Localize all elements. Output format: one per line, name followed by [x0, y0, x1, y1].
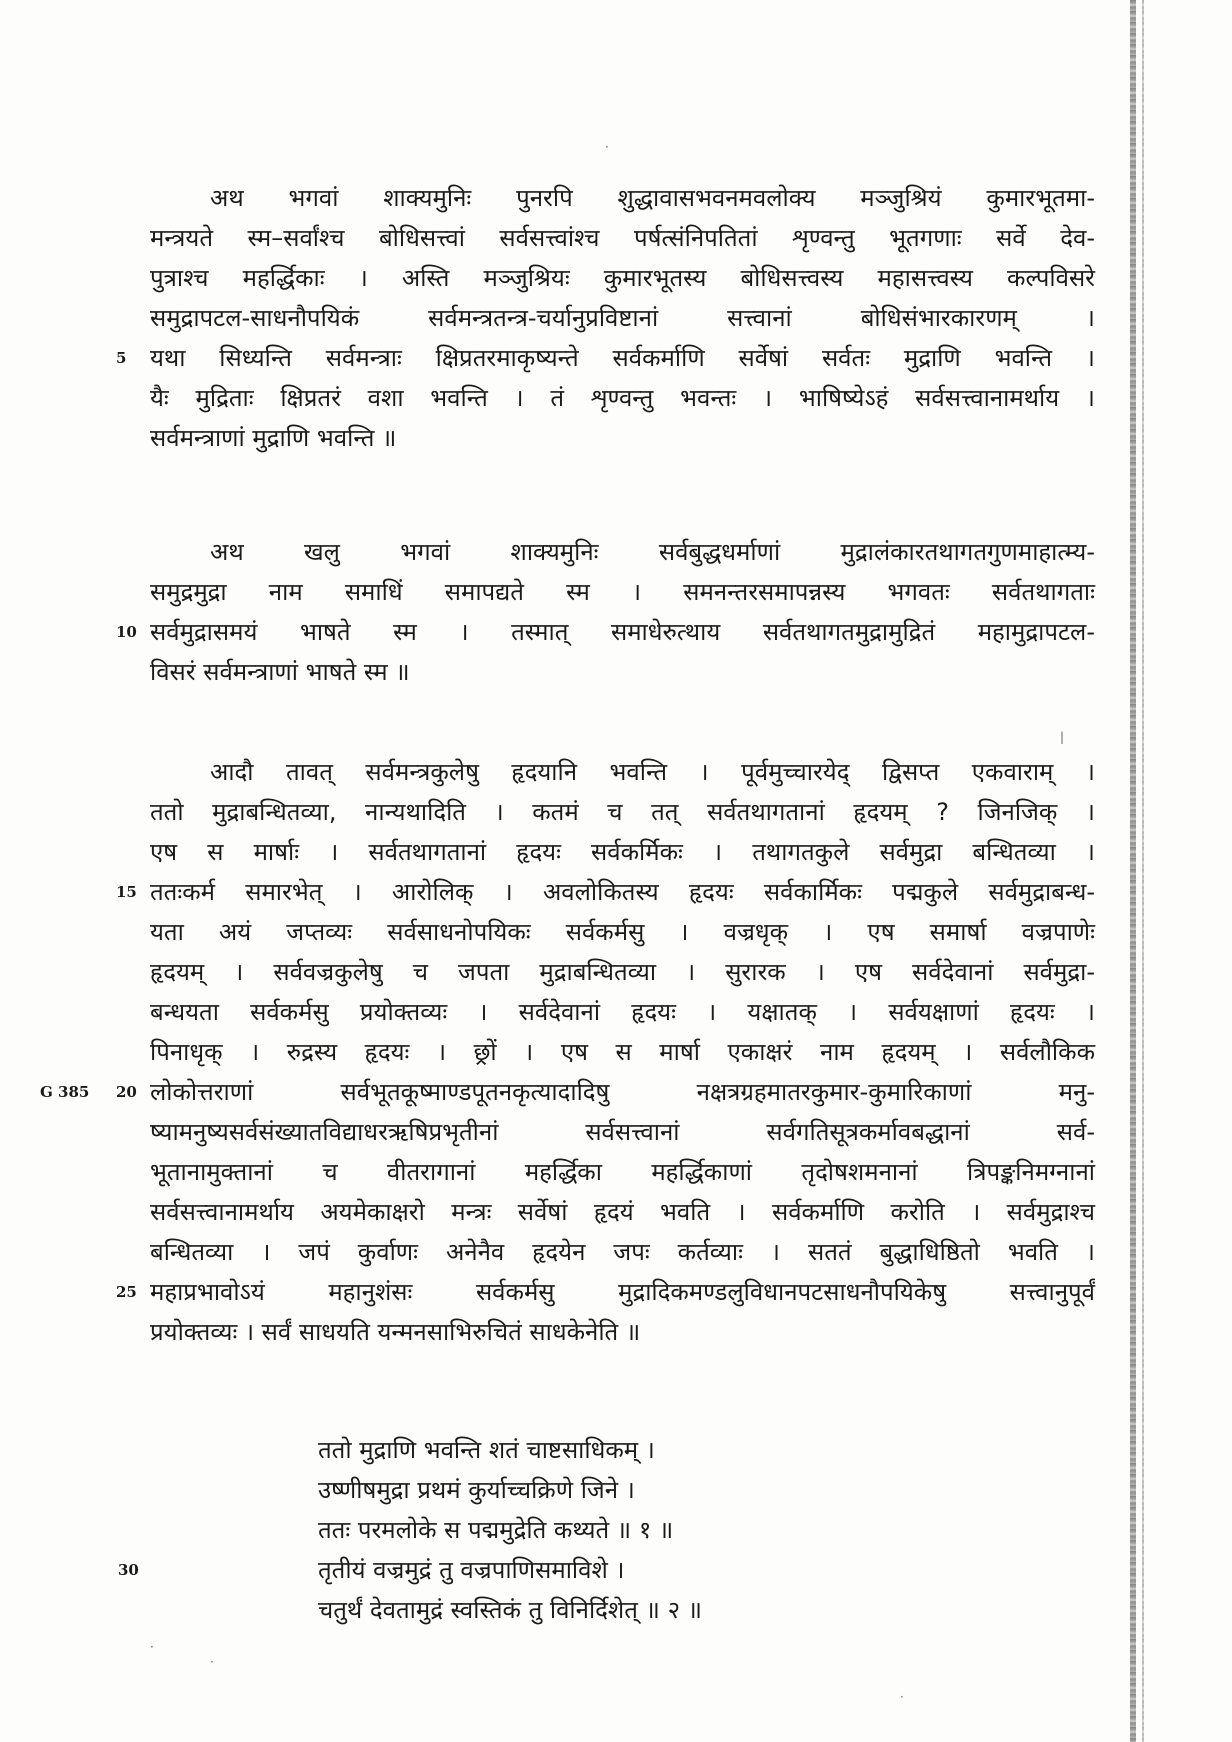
verse-text: उष्णीषमुद्रा प्रथमं कुर्याच्चक्रिणे जिने ।	[318, 1476, 635, 1504]
line-text: सर्वसत्त्वानामर्थाय अयमेकाक्षरो मन्त्रः सर्वेषां हृदयं भवति । सर्वकर्माणि करोति । सर्वमुद्राश्च	[150, 1198, 1095, 1226]
line-text: विसरं सर्वमन्त्राणां भाषते स्म ॥	[150, 658, 410, 686]
line-text: अथ भगवां शाक्यमुनिः पुनरपि शुद्धावासभवनमवलोक्य मञ्जुश्रियं कुमारभूतमा-	[210, 184, 1095, 212]
line-number: 5	[116, 349, 127, 367]
text-line	[150, 178, 1095, 218]
line-text: ततःकर्म समारभेत् । आरोलिक् । अवलोकितस्य हृदयः सर्वकार्मिकः पद्मकुले सर्वमुद्राबन्ध-	[150, 878, 1095, 906]
scan-edge-artifact	[1130, 0, 1136, 1742]
text-line	[150, 1112, 1095, 1152]
text-line	[116, 872, 1095, 912]
text-line	[150, 1032, 1095, 1072]
paragraph-2	[116, 532, 1095, 692]
text-line	[150, 1192, 1095, 1232]
text-line	[150, 752, 1095, 792]
verse-line	[318, 1510, 918, 1550]
verse-line	[318, 1430, 918, 1470]
line-text: प्रयोक्तव्यः । सर्वं साधयति यन्मनसाभिरुचितं साधकेनेति ॥	[150, 1318, 641, 1346]
line-number: 15	[116, 883, 137, 901]
line-text: आदौ तावत् सर्वमन्त्रकुलेषु हृदयानि भवन्ति । पूर्वमुच्चारयेद् द्विसप्त एकवाराम् ।	[210, 758, 1095, 786]
line-number: 30	[118, 1561, 139, 1579]
line-number: 10	[116, 623, 137, 641]
verse-text: ततो मुद्राणि भवन्ति शतं चाष्टसाधिकम् ।	[318, 1436, 655, 1464]
text-line	[116, 1272, 1095, 1312]
text-line	[116, 338, 1095, 378]
line-text: सर्वमुद्रासमयं भाषते स्म । तस्मात् समाधेरुत्थाय सर्वतथागतमुद्रामुद्रितं महामुद्रापटल-	[150, 618, 1095, 646]
scan-speck: |	[1060, 730, 1065, 744]
text-line	[150, 992, 1095, 1032]
line-text: एष स मार्षाः । सर्वतथागतानां हृदयः सर्वकर्मिकः । तथागतकुले सर्वमुद्रा बन्धितव्या ।	[150, 838, 1095, 866]
text-line	[150, 912, 1095, 952]
line-text: महाप्रभावोऽयं महानुशंसः सर्वकर्मसु मुद्रादिकमण्डलुविधानपटसाधनौपयिकेषु सत्त्वानुपूर्वं	[150, 1278, 1095, 1306]
text-line	[116, 612, 1095, 652]
scan-speck: ·	[150, 1640, 154, 1654]
verse-text: चतुर्थं देवतामुद्रं स्वस्तिकं तु विनिर्दिशेत् ॥ २ ॥	[318, 1596, 703, 1624]
scan-edge-artifact	[1142, 0, 1144, 1742]
line-text: मन्त्रयते स्म–सर्वांश्च बोधिसत्त्वां सर्वसत्त्वांश्च पर्षत्संनिपतितां शृण्वन्तु भूतगणाः सर्वे देव-	[150, 224, 1095, 252]
text-line	[150, 418, 1095, 458]
text-line	[150, 378, 1095, 418]
line-number: 25	[116, 1283, 137, 1301]
line-text: पिनाधृक् । रुद्रस्य हृदयः । छ्रों । एष स मार्षा एकाक्षरं नाम हृदयम् । सर्वलौकिक	[150, 1038, 1095, 1066]
verse-line	[318, 1470, 918, 1510]
text-line	[150, 1232, 1095, 1272]
text-line	[150, 298, 1095, 338]
scan-speck: ·	[900, 1690, 904, 1704]
paragraph-1	[116, 178, 1095, 458]
line-text: पुत्राश्च महर्द्धिकाः । अस्ति मञ्जुश्रियः कुमारभूतस्य बोधिसत्त्वस्य महासत्त्वस्य कल्पविसरे	[150, 264, 1095, 292]
line-text: हृदयम् । सर्ववज्रकुलेषु च जपता मुद्राबन्धितव्या । सुरारक । एष सर्वदेवानां सर्वमुद्रा-	[150, 958, 1095, 986]
text-line	[150, 952, 1095, 992]
verse-text: तृतीयं वज्रमुद्रं तु वज्रपाणिसमाविशे ।	[318, 1556, 625, 1584]
line-text: बन्धितव्या । जपं कुर्वाणः अनेनैव हृदयेन जपः कर्तव्याः । सततं बुद्धाधिष्ठितो भवति ।	[150, 1238, 1095, 1266]
line-text: समुद्रमुद्रा नाम समाधिं समापद्यते स्म । समनन्तरसमापन्नस्य भगवतः सर्वतथागताः	[150, 578, 1095, 606]
text-line	[150, 1312, 1095, 1352]
line-number: 20	[116, 1083, 137, 1101]
verse-line	[118, 1550, 918, 1590]
text-line	[150, 532, 1095, 572]
line-text: सर्वमन्त्राणां मुद्राणि भवन्ति ॥	[150, 424, 397, 452]
paragraph-3	[40, 752, 1095, 1352]
text-line	[150, 792, 1095, 832]
line-text: ततो मुद्राबन्धितव्या, नान्यथादिति । कतमं च तत् सर्वतथागतानां हृदयम् ? जिनजिक् ।	[150, 798, 1095, 826]
line-text: समुद्रापटल-साधनौपयिकं सर्वमन्त्रतन्त्र-चर्यानुप्रविष्टानां सत्त्वानां बोधिसंभारकारणम् ।	[150, 304, 1095, 332]
scan-speck: ·	[605, 140, 609, 154]
text-line	[150, 258, 1095, 298]
line-text: भूतानामुक्तानां च वीतरागानां महर्द्धिका महर्द्धिकाणां तृदोषशमनानां त्रिपङ्कनिमग्नानां	[150, 1158, 1095, 1186]
text-line	[150, 1152, 1095, 1192]
text-line	[150, 572, 1095, 612]
line-text: अथ खलु भगवां शाक्यमुनिः सर्वबुद्धधर्माणां मुद्रालंकारतथागतगुणमाहात्म्य-	[210, 538, 1095, 566]
line-text: यथा सिध्यन्ति सर्वमन्त्राः क्षिप्रतरमाकृष्यन्ते सर्वकर्माणि सर्वेषां सर्वतः मुद्राणि भवन्ति ।	[150, 344, 1095, 372]
text-line	[150, 832, 1095, 872]
line-text: यता अयं जप्तव्यः सर्वसाधनोपयिकः सर्वकर्मसु । वज्रधृक् । एष समार्षा वज्रपाणेः	[150, 918, 1095, 946]
verse-block	[118, 1430, 918, 1630]
line-text: बन्धयता सर्वकर्मसु प्रयोक्तव्यः । सर्वदेवानां हृदयः । यक्षातक् । सर्वयक्षाणां हृदयः ।	[150, 998, 1095, 1026]
scan-speck: ·	[210, 1655, 214, 1669]
reference-marker: G 385	[40, 1083, 90, 1101]
line-text: लोकोत्तराणां सर्वभूतकूष्माण्डपूतनकृत्यादादिषु नक्षत्रग्रहमातरकुमार-कुमारिकाणां मनु-	[150, 1078, 1095, 1106]
line-text: ष्यामनुष्यसर्वसंख्यातविद्याधरऋषिप्रभृतीनां सर्वसत्त्वानां सर्वगतिसूत्रकर्मावबद्धानां सर्व-	[150, 1118, 1095, 1146]
text-line	[150, 652, 1095, 692]
text-line	[150, 218, 1095, 258]
text-line	[40, 1072, 1095, 1112]
verse-line	[318, 1590, 918, 1630]
line-text: यैः मुद्रिताः क्षिप्रतरं वशा भवन्ति । तं शृण्वन्तु भवन्तः । भाषिष्येऽहं सर्वसत्त्वानामर्थाय ।	[150, 384, 1095, 412]
verse-text: ततः परमलोके स पद्ममुद्रेति कथ्यते ॥ १ ॥	[318, 1516, 674, 1544]
